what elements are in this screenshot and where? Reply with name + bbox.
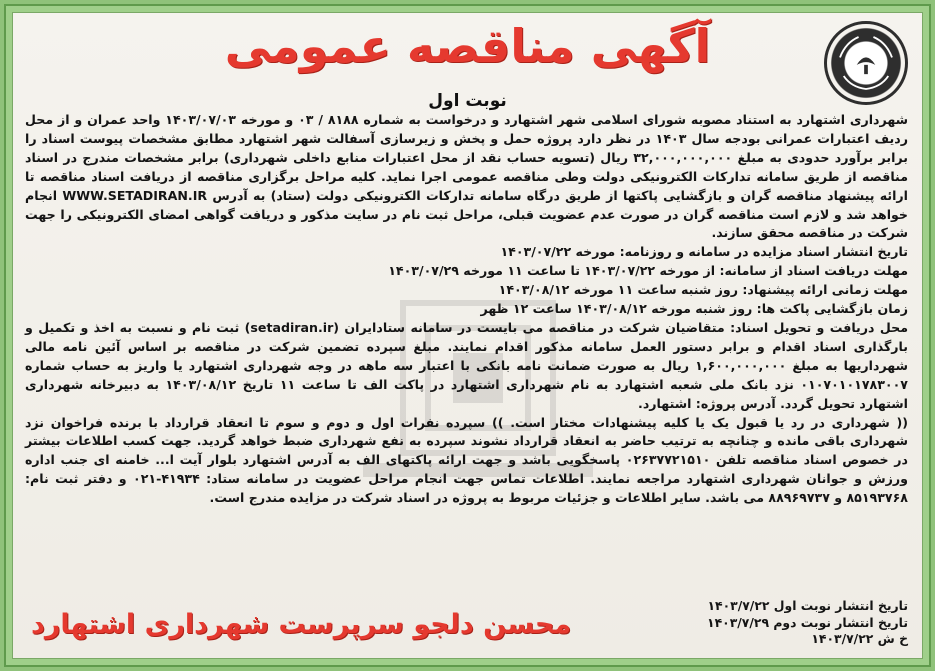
notice-delivery-paragraph: محل دریافت و تحویل اسناد: متقاضیان شرکت در مناقصه می بایست در سامانه ستادایران (setadiran.ir) ثبت نام و نسبت به اخذ و تکمیل و بارگذاری اسناد اقدام و برابر دستور العمل سامانه مذکور اقدام نمایند. مبلغ سپرده تضمین شرکت در مناقصه بر اساس آئین نامه مالی شهرداریها به مبلغ ۱,۶۰۰,۰۰۰,۰۰۰ ریال به صورت ضمانت نامه بانکی با اعتبار سه ماهه در وجه شهرداری اشتهارد یا واریز به حساب شماره ۰۱۰۷۰۱۰۱۷۸۳۰۰۷ نزد بانک ملی شعبه اشتهارد به نام شهرداری اشتهارد در پاکت الف تا ساعت ۱۱ تاریخ ۱۴۰۳/۰۸/۱۲ به دبیرخانه شهرداری اشتهارد تحویل گردد. آدرس پروژه: اشتهارد. [25,319,908,411]
notice-frame [4,4,931,667]
notice-publish-date: تاریخ انتشار اسناد مزایده در سامانه و روزنامه: مورخه ۱۴۰۳/۰۷/۲۲ [500,244,908,260]
notice-intro-paragraph: شهرداری اشتهارد به استناد مصوبه شورای اسلامی شهر اشتهارد و درخواست به شماره ۸۱۸۸ / ۰۳ و مورخه ۱۴۰۳/۰۷/۰۳ واحد عمران و از محل ردیف اعتبارات عمرانی بودجه سال ۱۴۰۳ در نظر دارد پروژه حمل و پخش و زیرسازی آسفالت شهر اشتهارد مطابق مشخصات پیوست اسناد را برابر برآورد حدودی به مبلغ ۳۲,۰۰۰,۰۰۰,۰۰۰ ریال (تسویه حساب نقد از محل اعتبارات منابع داخلی شهرداری) برابر مشخصات مندرج در اسناد مناقصه از طریق سامانه تدارکات الکترونیکی دولت وطی مناقصه عمومی اجرا نماید. کلیه مراحل برگزاری مناقصه از دریافت اسناد مناقصه تا ارائه پیشنهاد مناقصه گران و بازگشایی پاکتها از طریق درگاه سامانه تدارکات الکترونیکی دولت (ستاد) به آدرس WWW.SETADIRAN.IR انجام خواهد شد و لازم است مناقصه گران در صورت عدم عضویت قبلی، مراحل ثبت نام در سایت مذکور و دریافت گواهی امضای الکترونیکی را جهت شرکت در مناقصه محقق سازند. [25,112,909,241]
notice-terms-paragraph: (( شهرداری در رد یا قبول یک یا کلیه پیشنهادات مختار است. )) سپرده نفرات اول و دوم و سوم تا انعقاد قرارداد با برنده فراخوان نزد شهرداری باقی مانده و چنانچه به ترتیب حاضر به انعقاد قرارداد نشوند سپرده به نفع شهرداری ضبط خواهد گردید. جهت کسب اطلاعات بیشتر در خصوص اسناد مناقصه تلفن ۰۲۶۳۷۷۲۱۵۱۰ پاسخگویی باشد و جهت ارائه پاکتهای الف به آدرس اشتهارد بلوار آیت ا... خامنه ای جنب اداره ورزش و جوانان شهرداری اشتهارد مراجعه نمایند. اطلاعات تماس جهت انجام مراحل عضویت در سامانه ستاد: ۴۱۹۳۴-۰۲۱ و دفتر ثبت نام: ۸۵۱۹۳۷۶۸ و ۸۸۹۶۹۷۳۷ می باشد. سایر اطلاعات و جزئیات مربوط به پروژه در اسناد شرکت در مزایده مندرج است. [25,414,909,506]
notice-round: نوبت اول [428,91,507,111]
notice-opening-time: زمان بازگشایی پاکت ها: روز شنبه مورخه ۱۴۰۳/۰۸/۱۲ ساعت ۱۲ ظهر [480,301,908,317]
second-publication-date: تاریخ انتشار نوبت دوم ۱۴۰۳/۷/۲۹ [707,614,908,630]
signature-line: محسن دلجو سرپرست شهرداری اشتهارد [31,609,572,640]
notice-document-deadline: مهلت دریافت اسناد از سامانه: از مورخه ۱۴۰۳/۰۷/۲۲ تا ساعت ۱۱ مورخه ۱۴۰۳/۰۷/۲۹ [388,263,908,279]
reference-date: خ ش ۱۴۰۳/۷/۲۲ [811,631,908,646]
notice-title: آگهی مناقصه عمومی [224,19,711,73]
notice-body [25,111,908,612]
notice-page [12,12,923,659]
first-publication-date: تاریخ انتشار نوبت اول ۱۴۰۳/۷/۲۲ [707,598,908,613]
notice-proposal-deadline: مهلت زمانی ارائه پیشنهاد: روز شنبه ساعت ۱۱ مورخه ۱۴۰۳/۰۸/۱۲ [498,282,908,298]
